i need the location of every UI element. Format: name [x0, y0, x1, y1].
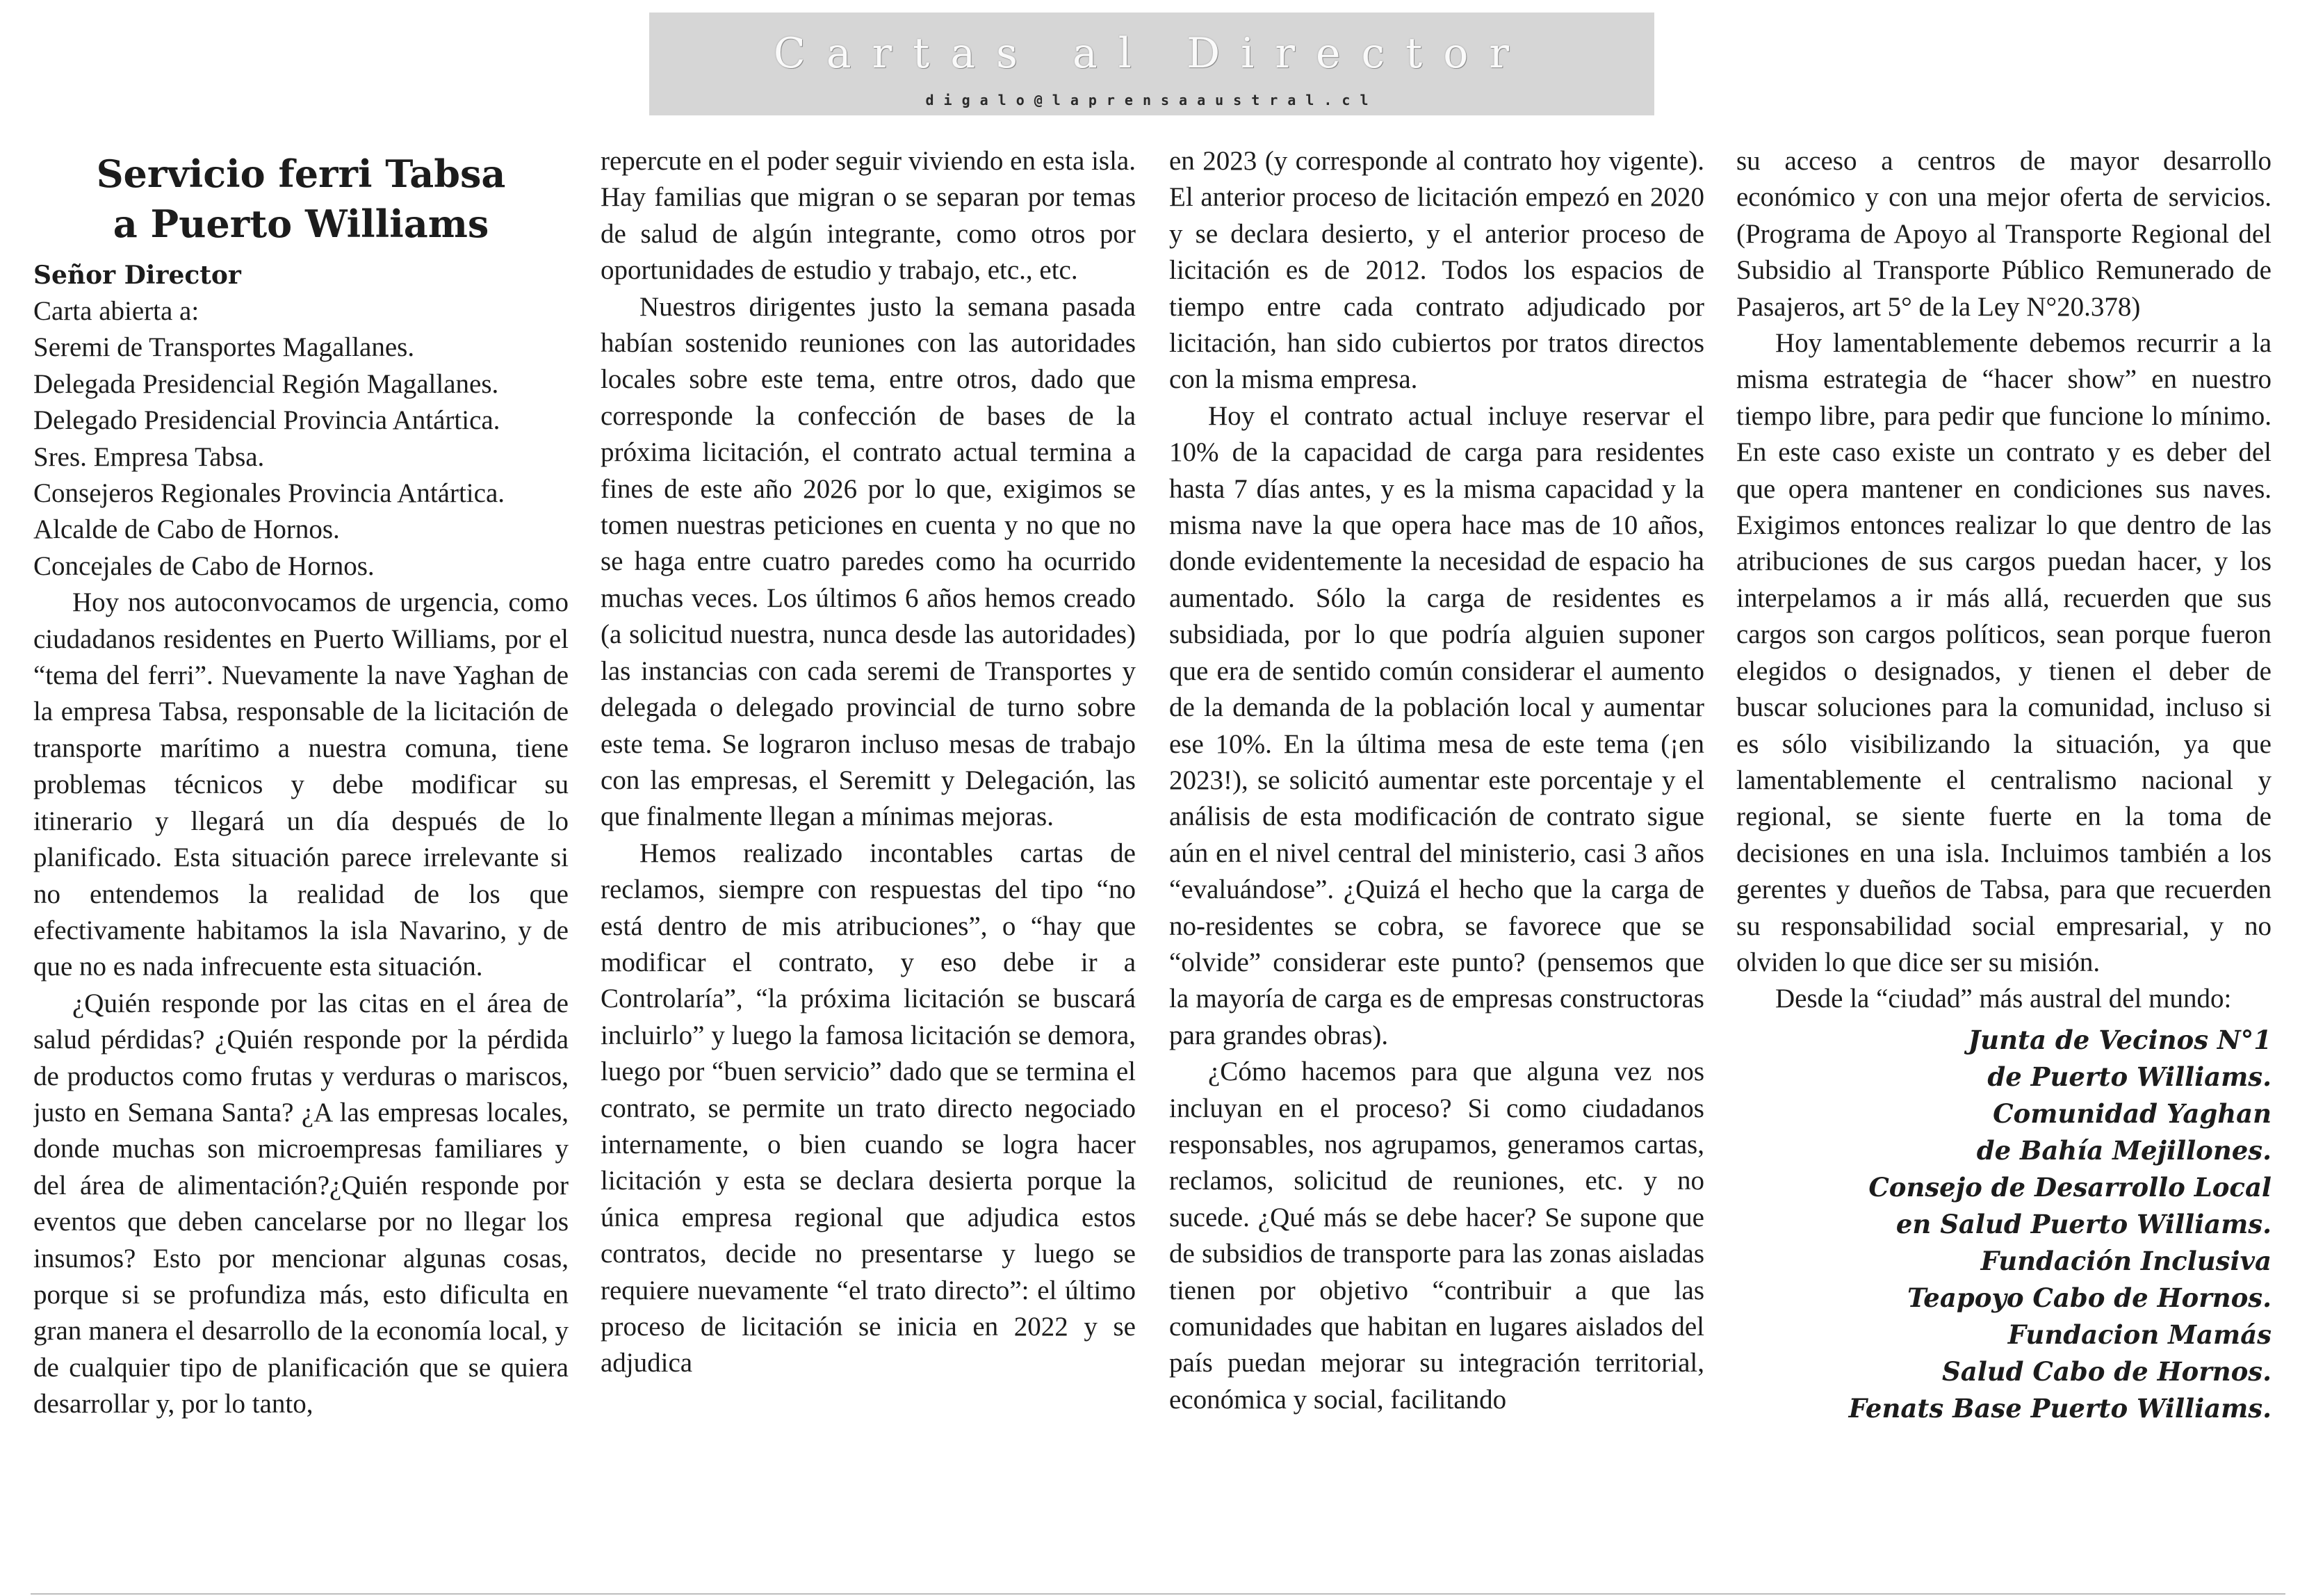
section-email: digalo@laprensaaustral.cl: [925, 92, 1378, 108]
body-paragraph: Hoy nos autoconvocamos de urgencia, como ciudadanos residentes en Puerto Williams, por el “tema del ferri”. Nuevamente la nave Yaghan de la empresa Tabsa, responsable de la licitación de transporte marítimo a nuestra comuna, tiene problemas técnicos y debe modificar su itinerario y llegará un día después de lo planificado. Esta situación parece irrelevante si no entendemos la realidad de los que efectivamente habitamos la isla Navarino, y de que no es nada infrecuente esta situación.: [33, 587, 569, 982]
addressee-line: Delegado Presidencial Provincia Antártica.: [33, 405, 500, 436]
bottom-rule: [31, 1593, 2285, 1595]
signature-line: Consejo de Desarrollo Local: [1868, 1171, 2272, 1203]
salutation: Señor Director: [33, 261, 241, 290]
body-paragraph: en 2023 (y corresponde al contrato hoy vigente). El anterior proceso de licitación empezó en 2020 y se declara desierto, y el anterior proceso de licitación es de 2012. Todos los espacios de tiempo entre cada contrato adjudicado por licitación, han sido cubiertos por tratos directos con la misma empresa.: [1169, 146, 1704, 395]
body-paragraph: Desde la “ciudad” más austral del mundo:: [1775, 984, 2232, 1014]
signature-line: Fenats Base Puerto Williams.: [1848, 1392, 2272, 1424]
column-2: [601, 143, 1136, 1568]
column-1: [33, 149, 569, 1574]
addressee-line: Sres. Empresa Tabsa.: [33, 441, 265, 472]
column-3: [1169, 143, 1704, 1568]
signature-line: Teapoyo Cabo de Hornos.: [1907, 1282, 2272, 1313]
section-title: Cartas al Director: [773, 29, 1531, 78]
body-paragraph: Hoy lamentablemente debemos recurrir a la misma estrategia de “hacer show” en nuestro tiempo libre, para pedir que funcione lo mínimo. En este caso existe un contrato y es deber del que opera mantener en condiciones sus naves. Exigimos entonces realizar lo que dentro de las atribuciones de sus cargos puedan hacer, y los interpelamos a ir más allá, recuerden que sus cargos son cargos políticos, sean porque fueron elegidos o designados, y tienen el deber de buscar soluciones para la comunidad, incluso si es sólo visibilizando la situación, ya que lamentablemente el centralismo nacional y regional, se siente fuerte en la toma de decisiones en una isla. Incluimos también a los gerentes y dueños de Tabsa, para que recuerden su responsabilidad social empresarial, y no olviden lo que dice ser su misión.: [1736, 328, 2272, 977]
headline-line-1: Servicio ferri Tabsa: [96, 152, 506, 196]
signature-line: Fundación Inclusiva: [1980, 1245, 2272, 1276]
body-paragraph: ¿Cómo hacemos para que alguna vez nos incluyan en el proceso? Si como ciudadanos responsables, nos agrupamos, generamos cartas, reclamos, solicitud de reuniones, etc. y no sucede. ¿Qué más se debe hacer? Se supone que de subsidios de transporte para las zonas aisladas tienen por objetivo “contribuir a que las comunidades que habitan en lugares aislados del país puedan mejorar su integración territorial, económica y social, facilitando: [1169, 1057, 1704, 1415]
signature-line: de Puerto Williams.: [1987, 1061, 2272, 1092]
addressee-line: Seremi de Transportes Magallanes.: [33, 332, 415, 363]
column-4: [1736, 143, 2272, 1568]
addressee-list: [33, 293, 569, 585]
section-header: [649, 13, 1654, 115]
body-paragraph: ¿Quién responde por las citas en el área de salud pérdidas? ¿Quién responde por la pérdida de productos como frutas y verduras o mariscos, justo en Semana Santa? ¿A las empresas locales, donde muchas son microempresas familiares y del área de alimentación?¿Quién responde por eventos que deben cancelarse por no llegar los insumos? Esto por mencionar algunas cosas, porque si se profundiza más, esto dificulta en gran manera el desarrollo de la economía local, y de cualquier tipo de planificación que se quiera desarrollar y, por lo tanto,: [33, 988, 569, 1419]
signature-line: Fundacion Mamás: [2007, 1319, 2272, 1350]
signature-line: de Bahía Mejillones.: [1976, 1134, 2272, 1166]
body-paragraph: Nuestros dirigentes justo la semana pasada habían sostenido reuniones con las autoridades locales sobre este tema, entre otros, dado que corresponde la confección de bases de la próxima licitación, el contrato actual termina a fines de este año 2026 por lo que, exigimos se tomen nuestras peticiones en cuenta y no que no se haga entre cuatro paredes como ha ocurrido muchas veces. Los últimos 6 años hemos creado (a solicitud nuestra, nunca desde las autoridades) las instancias con cada seremi de Transportes y delegada o delegado provincial de turno sobre este tema. Se lograron incluso mesas de trabajo con las empresas, el Seremitt y Delegación, las que finalmente llegan a mínimas mejoras.: [601, 291, 1136, 832]
signature-line: en Salud Puerto Williams.: [1895, 1208, 2272, 1239]
addressee-line: Alcalde de Cabo de Hornos.: [33, 514, 340, 545]
body-paragraph: Hemos realizado incontables cartas de reclamos, siempre con respuestas del tipo “no está dentro de mis atribuciones”, o “hay que modificar el contrato, y eso debe ir a Controlaría”, “la próxima licitación se buscará incluirlo” y luego la famosa licitación se demora, luego por “buen servicio” dado que se termina el contrato, se permite un trato directo negociado internamente, o bien cuando se logra hacer licitación y esta se declara desierta porque la única empresa regional que adjudica estos contratos, decide no presentarse y luego se requiere nuevamente “el trato directo”: el último proceso de licitación se inicia en 2022 y se adjudica: [601, 838, 1136, 1378]
signature-line: Salud Cabo de Hornos.: [1942, 1355, 2272, 1387]
addressee-line: Concejales de Cabo de Hornos.: [33, 551, 375, 581]
body-paragraph: Hoy el contrato actual incluye reservar el 10% de la capacidad de carga para residentes hasta 7 días antes, y es la misma capacidad y la misma nave la que opera hace mas de 10 años, donde evidentemente la necesidad de espacio ha aumentado. Sólo la carga de residentes es subsidiada, por lo que podría alguien suponer que era de sentido común considerar el aumento de la demanda de la población local y aumentar ese 10%. En la última mesa de este tema (¡en 2023!), se solicitó aumentar este porcentaje y el análisis de esta modificación de contrato sigue aún en el nivel central del ministerio, casi 3 años “evaluándose”. ¿Quizá el hecho que la carga de no-residentes se cobra, se favorece que se “olvide” considerar este punto? (pensemos que la mayoría de carga es de empresas constructoras para grandes obras).: [1169, 400, 1704, 1050]
addressee-line: Consejeros Regionales Provincia Antártica.: [33, 478, 505, 509]
addressee-line: Carta abierta a:: [33, 296, 199, 326]
addressee-line: Delegada Presidencial Región Magallanes.: [33, 368, 499, 399]
signature-line: Comunidad Yaghan: [1993, 1098, 2272, 1129]
letter-headline: [33, 149, 569, 249]
headline-line-2: a Puerto Williams: [113, 202, 489, 246]
body-paragraph: su acceso a centros de mayor desarrollo económico y con una mejor oferta de servicios.(Programa de Apoyo al Transporte Regional del Subsidio al Transporte Público Remunerado de Pasajeros, art 5° de la Ley N°20.378): [1736, 146, 2272, 322]
body-paragraph: repercute en el poder seguir viviendo en esta isla. Hay familias que migran o se separan por temas de salud de algún integrante, como otros por oportunidades de estudio y trabajo, etc., etc.: [601, 146, 1136, 286]
signature-block: [1736, 1022, 2272, 1427]
signature-line: Junta de Vecinos N°1: [1968, 1024, 2272, 1055]
